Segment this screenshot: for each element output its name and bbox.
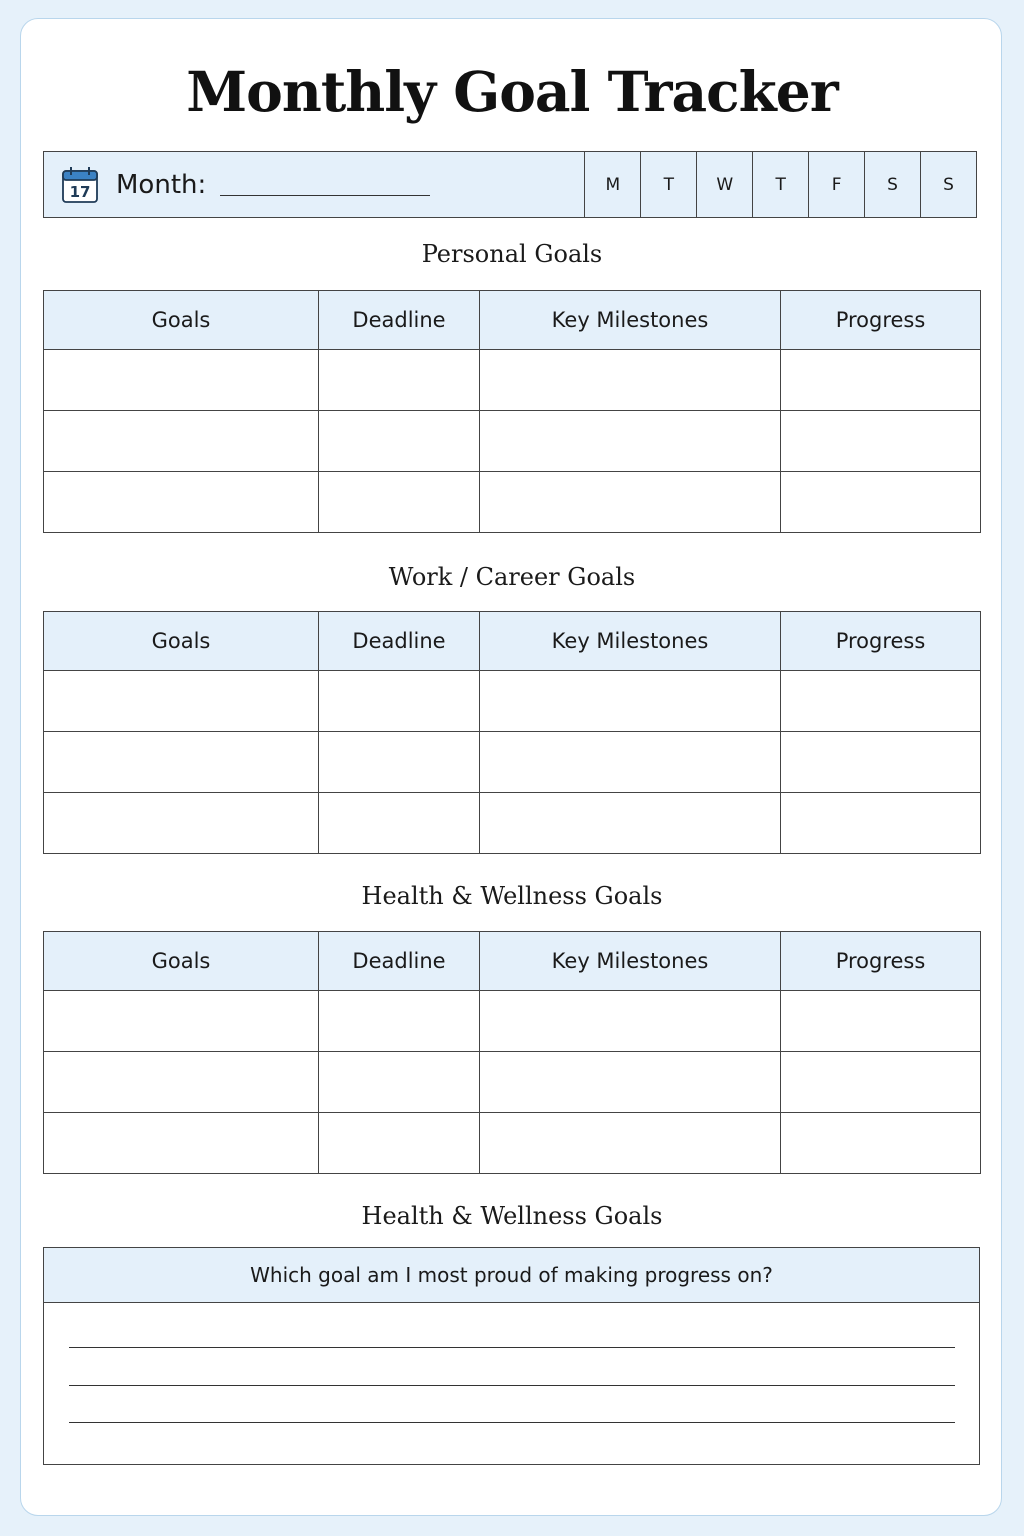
deadline-cell[interactable] (319, 671, 480, 732)
progress-cell[interactable] (781, 671, 981, 732)
reflection-box (43, 1247, 980, 1465)
deadline-cell[interactable] (319, 732, 480, 793)
column-goals: Goals (44, 291, 319, 350)
progress-cell[interactable] (781, 1113, 981, 1174)
day-sunday[interactable]: S (920, 152, 976, 217)
table-row (44, 1052, 981, 1113)
writing-line[interactable] (69, 1385, 955, 1386)
milestones-cell[interactable] (480, 350, 781, 411)
day-monday[interactable]: M (584, 152, 640, 217)
day-friday[interactable]: F (808, 152, 864, 217)
milestones-cell[interactable] (480, 793, 781, 854)
goal-cell[interactable] (44, 732, 319, 793)
goal-cell[interactable] (44, 991, 319, 1052)
progress-cell[interactable] (781, 793, 981, 854)
table-row (44, 350, 981, 411)
section-title-reflection: Health & Wellness Goals (361, 1202, 663, 1230)
deadline-cell[interactable] (319, 1113, 480, 1174)
column-progress: Progress (781, 612, 981, 671)
goal-cell[interactable] (44, 671, 319, 732)
goal-cell[interactable] (44, 1113, 319, 1174)
table-row (44, 732, 981, 793)
table-header-row (44, 932, 981, 991)
section-title-personal: Personal Goals (421, 240, 603, 268)
personal-goals-table (43, 290, 981, 533)
work-career-goals-table (43, 611, 981, 854)
progress-cell[interactable] (781, 472, 981, 533)
month-label: Month: (116, 169, 207, 200)
column-goals: Goals (44, 932, 319, 991)
deadline-cell[interactable] (319, 1052, 480, 1113)
month-input-line[interactable] (220, 195, 430, 196)
section-title-work-career: Work / Career Goals (388, 563, 636, 591)
milestones-cell[interactable] (480, 1113, 781, 1174)
goal-cell[interactable] (44, 1052, 319, 1113)
deadline-cell[interactable] (319, 350, 480, 411)
calendar-icon (60, 165, 100, 205)
table-header-row (44, 612, 981, 671)
calendar-day-number: 17 (69, 182, 91, 201)
column-deadline: Deadline (319, 291, 480, 350)
deadline-cell[interactable] (319, 472, 480, 533)
day-wednesday[interactable]: W (696, 152, 752, 217)
deadline-cell[interactable] (319, 411, 480, 472)
milestones-cell[interactable] (480, 671, 781, 732)
table-row (44, 411, 981, 472)
column-key-milestones: Key Milestones (480, 612, 781, 671)
health-wellness-goals-table (43, 931, 981, 1174)
column-deadline: Deadline (319, 932, 480, 991)
column-key-milestones: Key Milestones (480, 291, 781, 350)
month-field (44, 152, 584, 217)
progress-cell[interactable] (781, 411, 981, 472)
goal-cell[interactable] (44, 472, 319, 533)
table-row (44, 1113, 981, 1174)
column-progress: Progress (781, 932, 981, 991)
column-goals: Goals (44, 612, 319, 671)
milestones-cell[interactable] (480, 1052, 781, 1113)
milestones-cell[interactable] (480, 472, 781, 533)
goal-cell[interactable] (44, 350, 319, 411)
table-row (44, 472, 981, 533)
day-thursday[interactable]: T (752, 152, 808, 217)
reflection-question: Which goal am I most proud of making progress on? (44, 1248, 979, 1303)
progress-cell[interactable] (781, 991, 981, 1052)
table-header-row (44, 291, 981, 350)
table-row (44, 671, 981, 732)
deadline-cell[interactable] (319, 991, 480, 1052)
milestones-cell[interactable] (480, 411, 781, 472)
column-progress: Progress (781, 291, 981, 350)
day-saturday[interactable]: S (864, 152, 920, 217)
progress-cell[interactable] (781, 350, 981, 411)
day-tuesday[interactable]: T (640, 152, 696, 217)
page-title: Monthly Goal Tracker (186, 59, 838, 124)
milestones-cell[interactable] (480, 991, 781, 1052)
progress-cell[interactable] (781, 1052, 981, 1113)
section-title-health-wellness: Health & Wellness Goals (361, 882, 663, 910)
table-row (44, 991, 981, 1052)
month-bar (43, 151, 977, 218)
progress-cell[interactable] (781, 732, 981, 793)
goal-cell[interactable] (44, 793, 319, 854)
writing-line[interactable] (69, 1347, 955, 1348)
writing-line[interactable] (69, 1422, 955, 1423)
deadline-cell[interactable] (319, 793, 480, 854)
goal-cell[interactable] (44, 411, 319, 472)
column-key-milestones: Key Milestones (480, 932, 781, 991)
table-row (44, 793, 981, 854)
column-deadline: Deadline (319, 612, 480, 671)
milestones-cell[interactable] (480, 732, 781, 793)
